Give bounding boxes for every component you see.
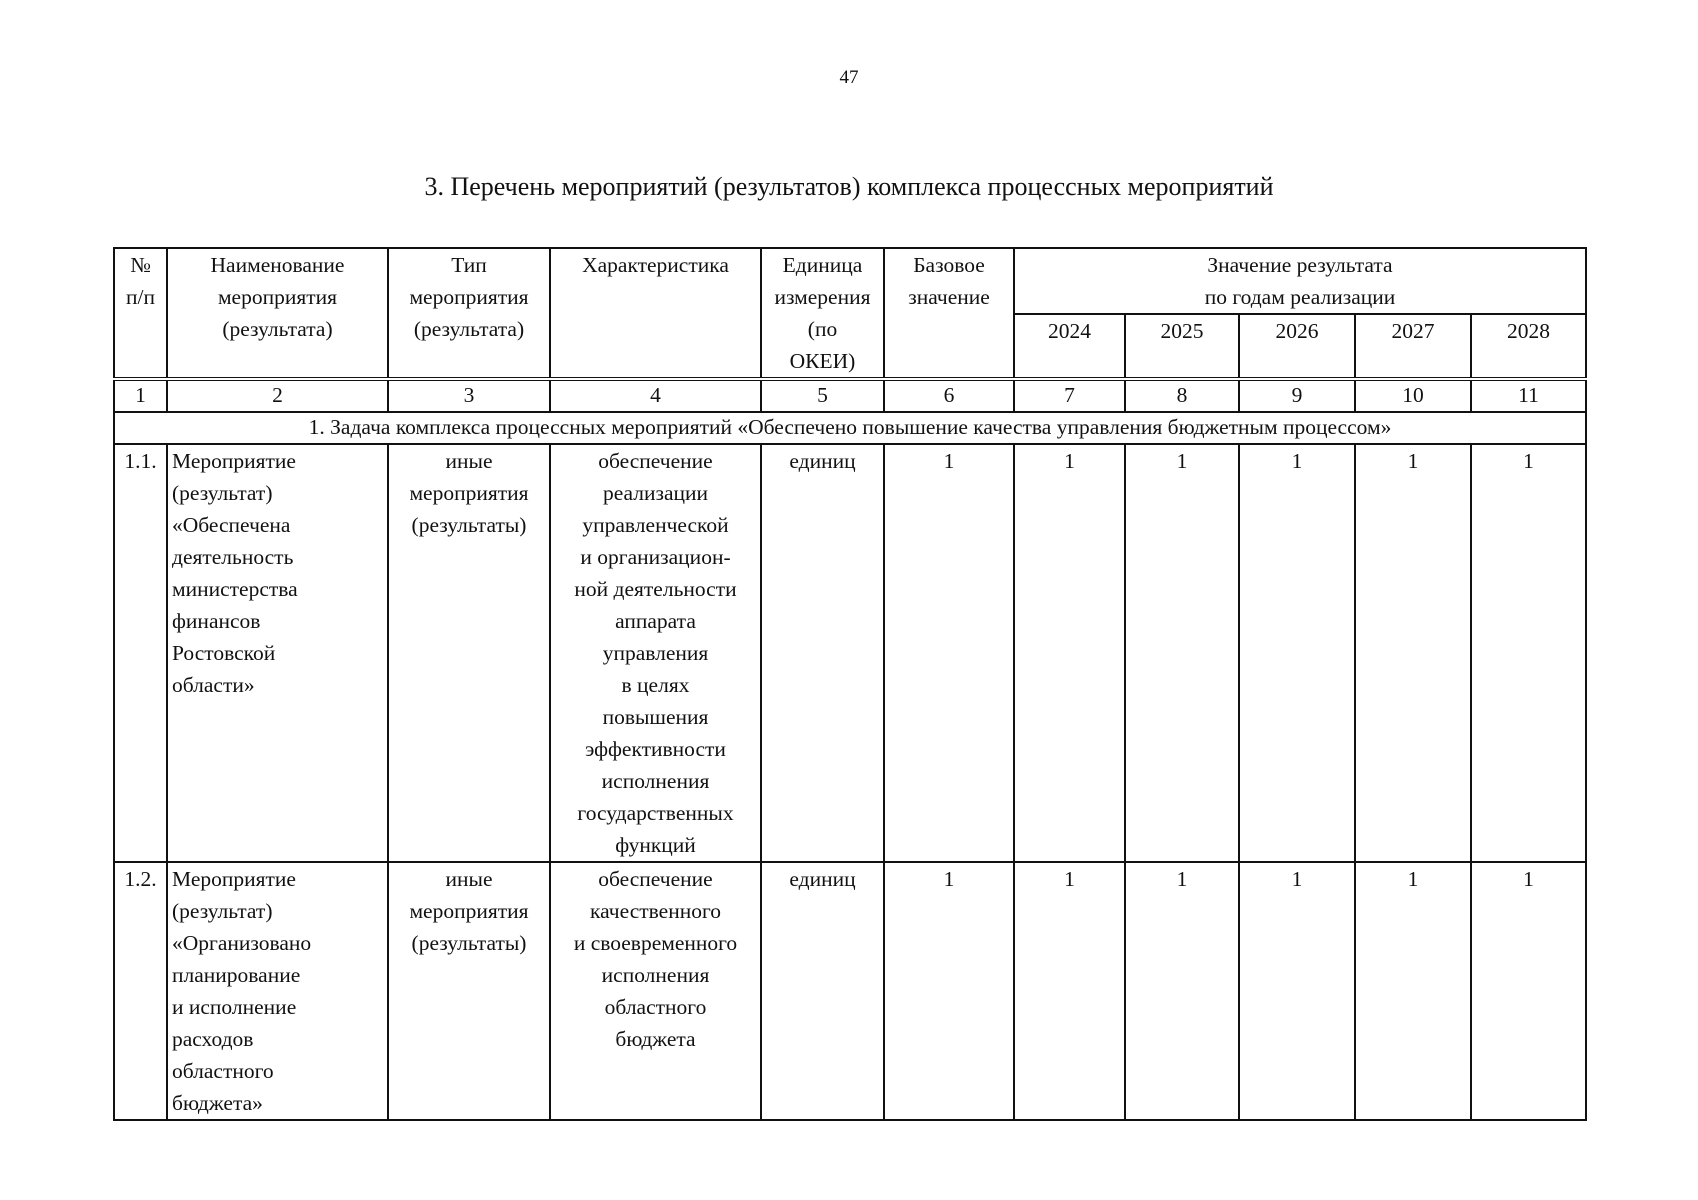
row-value: 1 — [1355, 444, 1471, 862]
row-value: 1 — [1239, 862, 1355, 1120]
header-year: 2024 — [1014, 314, 1125, 379]
header-values-group: Значение результата по годам реализации — [1014, 248, 1586, 314]
row-value: 1 — [1125, 862, 1239, 1120]
header-year: 2025 — [1125, 314, 1239, 379]
column-number: 10 — [1355, 379, 1471, 412]
row-num: 1.2. — [114, 862, 167, 1120]
row-base: 1 — [884, 862, 1014, 1120]
column-numbers-row — [114, 379, 1586, 412]
column-number: 5 — [761, 379, 884, 412]
row-value: 1 — [1471, 444, 1586, 862]
header-type: Тип мероприятия (результата) — [388, 248, 550, 379]
column-number: 2 — [167, 379, 388, 412]
table-row — [114, 444, 1586, 862]
page-number: 47 — [839, 67, 859, 88]
header-unit: Единица измерения (по ОКЕИ) — [761, 248, 884, 379]
column-number: 7 — [1014, 379, 1125, 412]
row-value: 1 — [1471, 862, 1586, 1120]
row-name: Мероприятие (результат) «Обеспечена деятельность министерства финансов Ростовской области» — [167, 444, 388, 862]
column-number: 4 — [550, 379, 761, 412]
header-name: Наименование мероприятия (результата) — [167, 248, 388, 379]
row-num: 1.1. — [114, 444, 167, 862]
row-type: иные мероприятия (результаты) — [388, 444, 550, 862]
row-value: 1 — [1355, 862, 1471, 1120]
table-row — [114, 862, 1586, 1120]
row-value: 1 — [1239, 444, 1355, 862]
row-name: Мероприятие (результат) «Организовано планирование и исполнение расходов областного бюджета» — [167, 862, 388, 1120]
header-year: 2026 — [1239, 314, 1355, 379]
column-number: 3 — [388, 379, 550, 412]
column-number: 11 — [1471, 379, 1586, 412]
row-characteristic: обеспечение качественного и своевременного исполнения областного бюджета — [550, 862, 761, 1120]
task-title: 1. Задача комплекса процессных мероприятий «Обеспечено повышение качества управления бюджетным процессом» — [114, 412, 1586, 444]
header-characteristic: Характеристика — [550, 248, 761, 379]
column-number: 9 — [1239, 379, 1355, 412]
header-base: Базовое значение — [884, 248, 1014, 379]
row-type: иные мероприятия (результаты) — [388, 862, 550, 1120]
header-year: 2028 — [1471, 314, 1586, 379]
row-base: 1 — [884, 444, 1014, 862]
results-table — [113, 247, 1587, 1121]
page-title: 3. Перечень мероприятий (результатов) комплекса процессных мероприятий — [424, 172, 1274, 201]
row-value: 1 — [1014, 862, 1125, 1120]
row-characteristic: обеспечение реализации управленческой и организацион- ной деятельности аппарата управления в целях повышения эффективности исполнения государственных функций — [550, 444, 761, 862]
header-year: 2027 — [1355, 314, 1471, 379]
column-number: 6 — [884, 379, 1014, 412]
column-number: 8 — [1125, 379, 1239, 412]
row-value: 1 — [1125, 444, 1239, 862]
header-num: № п/п — [114, 248, 167, 379]
column-number: 1 — [114, 379, 167, 412]
row-unit: единиц — [761, 444, 884, 862]
row-value: 1 — [1014, 444, 1125, 862]
header-row — [114, 248, 1586, 314]
row-unit: единиц — [761, 862, 884, 1120]
task-row — [114, 412, 1586, 444]
